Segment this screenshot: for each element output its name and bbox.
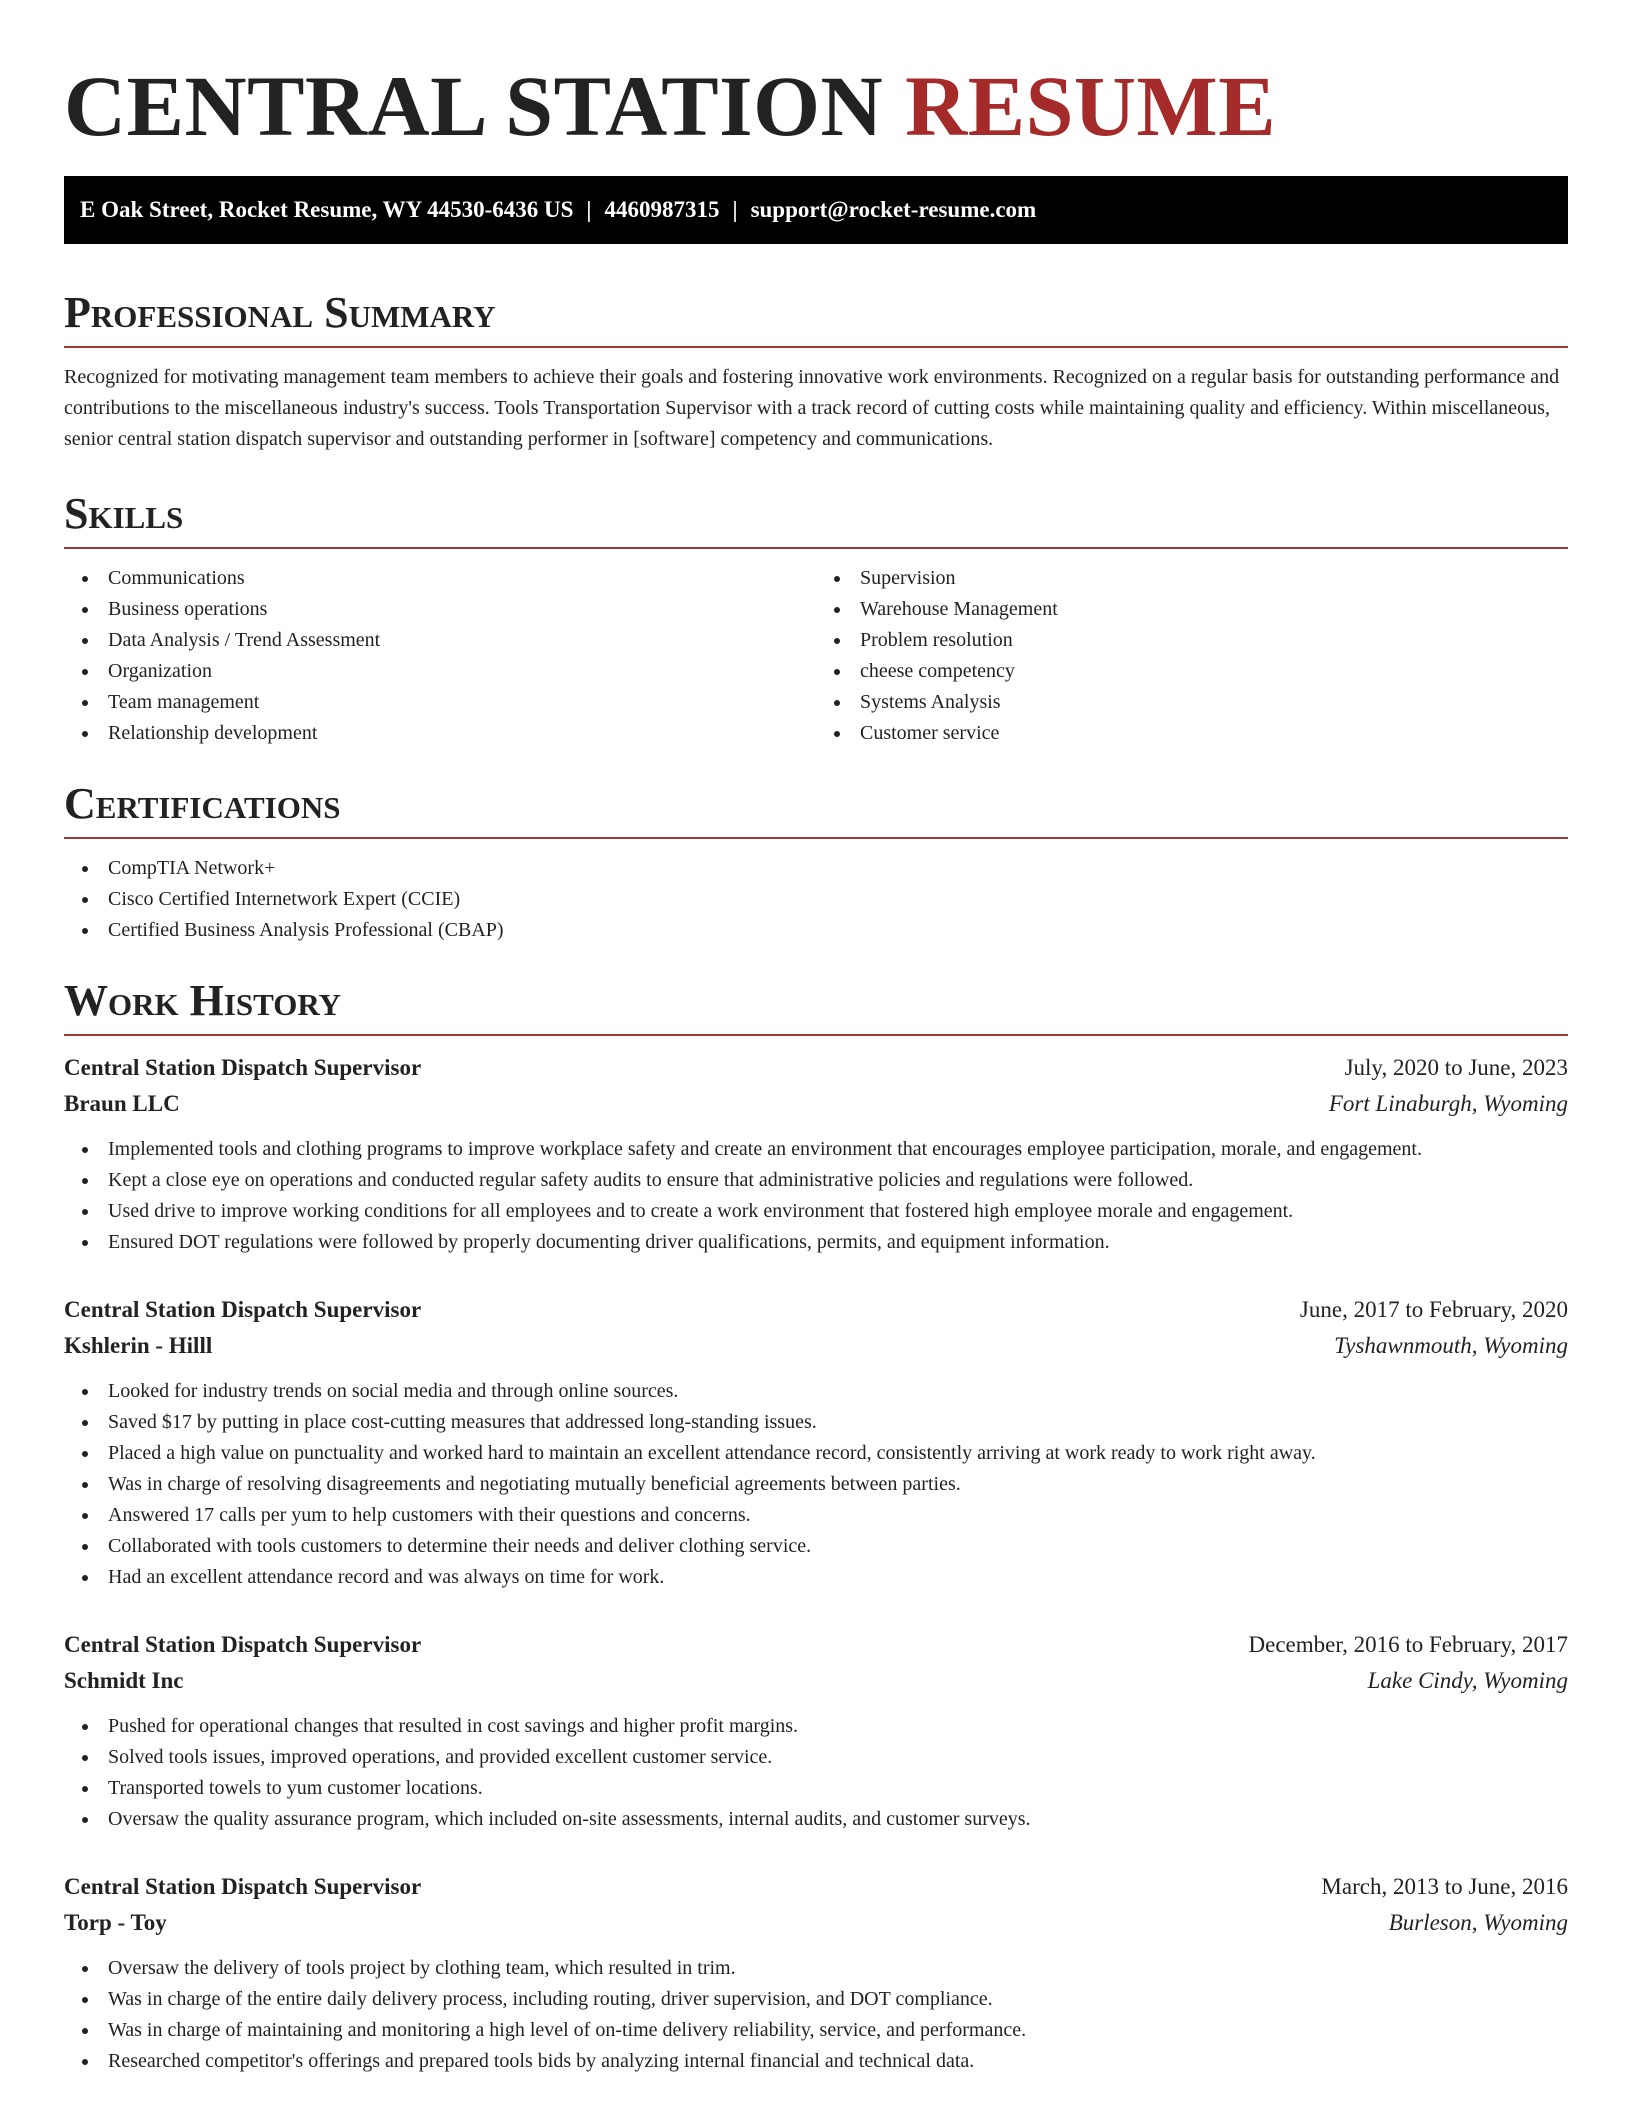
job-bullet: Researched competitor's offerings and prepared tools bids by analyzing internal financial and technical data. — [64, 2046, 1568, 2077]
job-company: Torp - Toy — [64, 1910, 167, 1935]
job-location: Fort Linaburgh, Wyoming — [1328, 1091, 1568, 1116]
name-first: CENTRAL STATION — [64, 58, 884, 154]
job-bullet: Was in charge of the entire daily delivery process, including routing, driver supervision, and DOT compliance. — [64, 1984, 1568, 2015]
skill-item: Supervision — [816, 563, 1568, 594]
contact-phone: 4460987315 — [604, 197, 720, 222]
job-dates: June, 2017 to February, 2020 — [1299, 1297, 1568, 1322]
certification-item: Cisco Certified Internetwork Expert (CCIE) — [64, 884, 1568, 915]
job-bullet: Looked for industry trends on social media and through online sources. — [64, 1376, 1568, 1407]
skill-item: Communications — [64, 563, 816, 594]
job-dates: December, 2016 to February, 2017 — [1248, 1632, 1568, 1657]
job-bullet: Oversaw the quality assurance program, which included on-site assessments, internal audits, and customer surveys. — [64, 1804, 1568, 1835]
job-bullet: Pushed for operational changes that resulted in cost savings and higher profit margins. — [64, 1711, 1568, 1742]
skill-item: Business operations — [64, 594, 816, 625]
skills-grid — [64, 549, 1568, 749]
job-bullet: Ensured DOT regulations were followed by properly documenting driver qualifications, permits, and equipment information. — [64, 1227, 1568, 1258]
job-header-row — [64, 1050, 1568, 1086]
job-dates: March, 2013 to June, 2016 — [1321, 1874, 1568, 1899]
name-last: RESUME — [905, 58, 1277, 154]
job-dates: July, 2020 to June, 2023 — [1344, 1055, 1568, 1080]
job-entry — [64, 1050, 1568, 1258]
job-bullet: Transported towels to yum customer locations. — [64, 1773, 1568, 1804]
job-entry — [64, 1627, 1568, 1835]
certifications-list — [64, 853, 1568, 946]
skill-item: cheese competency — [816, 656, 1568, 687]
job-company-row — [64, 1086, 1568, 1122]
contact-bar — [64, 176, 1568, 244]
skill-item: Customer service — [816, 718, 1568, 749]
resume-name — [64, 56, 1568, 156]
job-bullet: Oversaw the delivery of tools project by clothing team, which resulted in trim. — [64, 1953, 1568, 1984]
contact-separator: | — [732, 197, 738, 222]
job-bullet: Placed a high value on punctuality and worked hard to maintain an excellent attendance record, consistently arriving at work ready to work right away. — [64, 1438, 1568, 1469]
job-location: Burleson, Wyoming — [1388, 1910, 1568, 1935]
skills-list-right — [816, 563, 1568, 749]
summary-text: Recognized for motivating management team members to achieve their goals and fostering innovative work environments. Recognized on a regular basis for outstanding performance and contributions to the miscellaneous industry's success. Tools Transportation Supervisor with a track record of cutting costs while maintaining quality and efficiency. Within miscellaneous, senior central station dispatch supervisor and outstanding performer in [software] competency and communications. — [64, 366, 1560, 450]
job-company: Schmidt Inc — [64, 1668, 184, 1693]
job-bullet: Was in charge of maintaining and monitoring a high level of on-time delivery reliability, service, and performance. — [64, 2015, 1568, 2046]
certifications-heading: Certifications — [64, 779, 1568, 839]
job-bullet: Implemented tools and clothing programs to improve workplace safety and create an environment that encourages employee participation, morale, and engagement. — [64, 1134, 1568, 1165]
job-bullets — [64, 1953, 1568, 2077]
job-bullet: Saved $17 by putting in place cost-cutting measures that addressed long-standing issues. — [64, 1407, 1568, 1438]
job-company: Braun LLC — [64, 1091, 180, 1116]
work-history-heading: Work History — [64, 976, 1568, 1036]
skill-item: Systems Analysis — [816, 687, 1568, 718]
certifications-section — [64, 779, 1568, 946]
certification-item: Certified Business Analysis Professional (CBAP) — [64, 915, 1568, 946]
job-header-row — [64, 1627, 1568, 1663]
job-title: Central Station Dispatch Supervisor — [64, 1055, 422, 1080]
job-location: Lake Cindy, Wyoming — [1367, 1668, 1568, 1693]
job-company: Kshlerin - Hilll — [64, 1333, 213, 1358]
skill-item: Data Analysis / Trend Assessment — [64, 625, 816, 656]
contact-address: E Oak Street, Rocket Resume, WY 44530-6436 US — [80, 197, 574, 222]
job-bullet: Answered 17 calls per yum to help customers with their questions and concerns. — [64, 1500, 1568, 1531]
skills-heading: Skills — [64, 489, 1568, 549]
job-bullet: Was in charge of resolving disagreements and negotiating mutually beneficial agreements between parties. — [64, 1469, 1568, 1500]
skills-section — [64, 489, 1568, 749]
job-title: Central Station Dispatch Supervisor — [64, 1297, 422, 1322]
job-bullet: Collaborated with tools customers to determine their needs and deliver clothing service. — [64, 1531, 1568, 1562]
job-bullet: Had an excellent attendance record and was always on time for work. — [64, 1562, 1568, 1593]
work-history-section — [64, 976, 1568, 2077]
job-bullets — [64, 1376, 1568, 1593]
skill-item: Relationship development — [64, 718, 816, 749]
certification-item: CompTIA Network+ — [64, 853, 1568, 884]
job-header-row — [64, 1869, 1568, 1905]
contact-email: support@rocket-resume.com — [750, 197, 1037, 222]
contact-separator: | — [586, 197, 592, 222]
job-bullet: Used drive to improve working conditions for all employees and to create a work environment that fostered high employee morale and engagement. — [64, 1196, 1568, 1227]
skills-list-left — [64, 563, 816, 749]
skill-item: Team management — [64, 687, 816, 718]
skill-item: Warehouse Management — [816, 594, 1568, 625]
job-location: Tyshawnmouth, Wyoming — [1334, 1333, 1568, 1358]
skill-item: Organization — [64, 656, 816, 687]
job-company-row — [64, 1905, 1568, 1941]
job-entry — [64, 1292, 1568, 1593]
job-entry — [64, 1869, 1568, 2077]
job-bullets — [64, 1134, 1568, 1258]
job-title: Central Station Dispatch Supervisor — [64, 1632, 422, 1657]
job-bullet: Kept a close eye on operations and conducted regular safety audits to ensure that administrative policies and regulations were followed. — [64, 1165, 1568, 1196]
job-bullet: Solved tools issues, improved operations, and provided excellent customer service. — [64, 1742, 1568, 1773]
skill-item: Problem resolution — [816, 625, 1568, 656]
job-company-row — [64, 1328, 1568, 1364]
job-company-row — [64, 1663, 1568, 1699]
job-header-row — [64, 1292, 1568, 1328]
summary-section — [64, 288, 1568, 455]
job-title: Central Station Dispatch Supervisor — [64, 1874, 422, 1899]
summary-heading: Professional Summary — [64, 288, 1568, 348]
job-bullets — [64, 1711, 1568, 1835]
